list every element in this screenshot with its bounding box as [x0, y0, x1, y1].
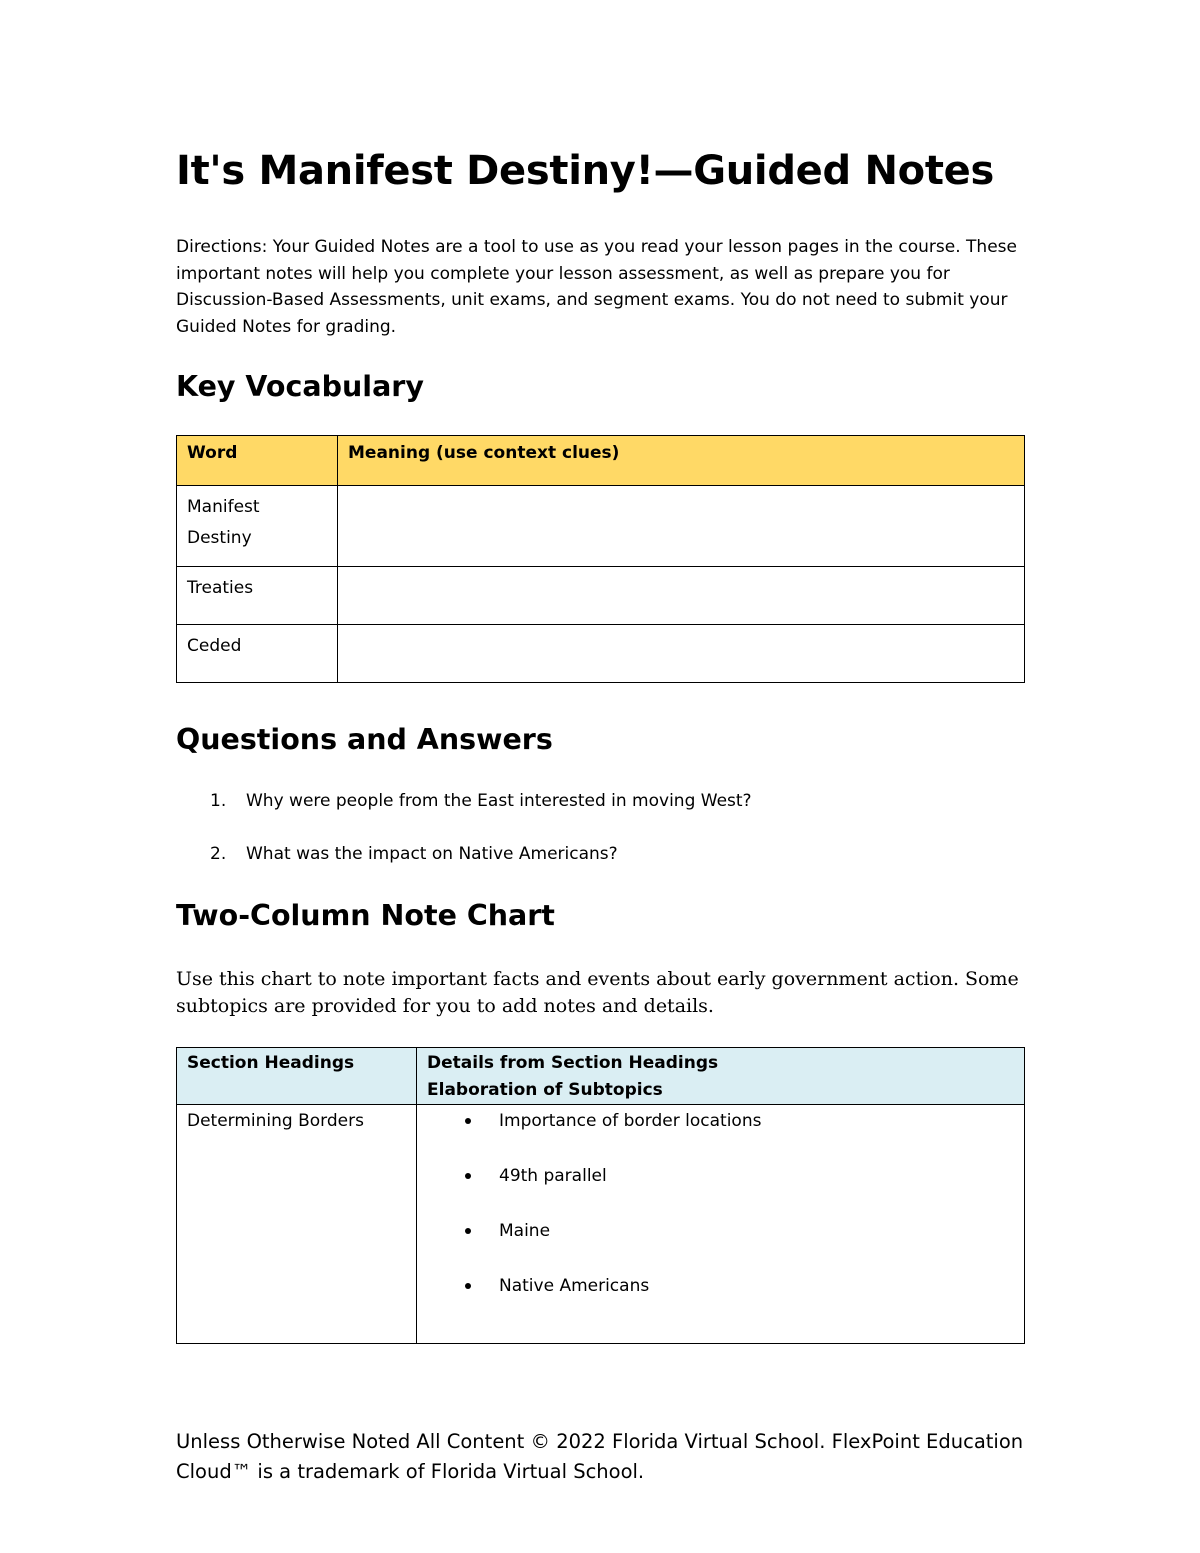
vocabulary-word: Ceded [177, 625, 338, 683]
meaning-column-header: Meaning (use context clues) [338, 436, 1025, 486]
vocabulary-header-row [177, 436, 1025, 486]
question-number: 2. [210, 844, 227, 864]
details-header-line: Details from Section Headings [427, 1053, 719, 1073]
vocabulary-word: Manifest Destiny [177, 486, 338, 567]
questions-heading: Questions and Answers [176, 723, 553, 756]
question-number: 1. [210, 791, 227, 811]
vocabulary-row [177, 567, 1025, 625]
question-item [210, 788, 752, 841]
vocabulary-row [177, 486, 1025, 567]
note-chart-intro: Use this chart to note important facts and events about early government action. Some subtopics are provided for you to add notes and details. [176, 968, 1019, 1017]
vocabulary-meaning-cell[interactable] [338, 625, 1025, 683]
page-title: It's Manifest Destiny!—Guided Notes [176, 148, 994, 194]
vocabulary-table [176, 435, 1025, 683]
question-text: What was the impact on Native Americans? [246, 844, 618, 864]
vocabulary-meaning-cell[interactable] [338, 486, 1025, 567]
directions-text: Directions: Your Guided Notes are a tool to use as you read your lesson pages in the course. These important notes will help you complete your lesson assessment, as well as prepare you for Discussion-Based Assessments, unit exams, and segment exams. You do not need to submit your Guided Notes for grading. [176, 237, 1017, 337]
subtopic-item: 49th parallel [427, 1163, 1014, 1218]
note-chart-header-row [177, 1048, 1025, 1105]
vocabulary-meaning-cell[interactable] [338, 567, 1025, 625]
questions-list [210, 788, 752, 894]
note-chart-table [176, 1047, 1025, 1344]
section-headings-column-header: Section Headings [177, 1048, 417, 1105]
subtopic-item: Importance of border locations [427, 1108, 1014, 1163]
elaboration-header-line: Elaboration of Subtopics [427, 1080, 663, 1100]
copyright-footer: Unless Otherwise Noted All Content © 2022 Florida Virtual School. FlexPoint Education Cloud™ is a trademark of Florida Virtual School. [176, 1430, 1024, 1483]
details-column-header [417, 1048, 1025, 1105]
subtopic-list [427, 1108, 1014, 1328]
details-cell[interactable] [417, 1105, 1025, 1344]
section-heading-cell: Determining Borders [177, 1105, 417, 1344]
vocabulary-row [177, 625, 1025, 683]
subtopic-item: Maine [427, 1218, 1014, 1273]
subtopic-item: Native Americans [427, 1273, 1014, 1328]
vocabulary-word: Treaties [177, 567, 338, 625]
question-item [210, 841, 752, 894]
note-chart-row [177, 1105, 1025, 1344]
question-text: Why were people from the East interested in moving West? [246, 791, 752, 811]
note-chart-heading: Two-Column Note Chart [176, 899, 555, 932]
word-column-header: Word [177, 436, 338, 486]
key-vocabulary-heading: Key Vocabulary [176, 370, 424, 403]
